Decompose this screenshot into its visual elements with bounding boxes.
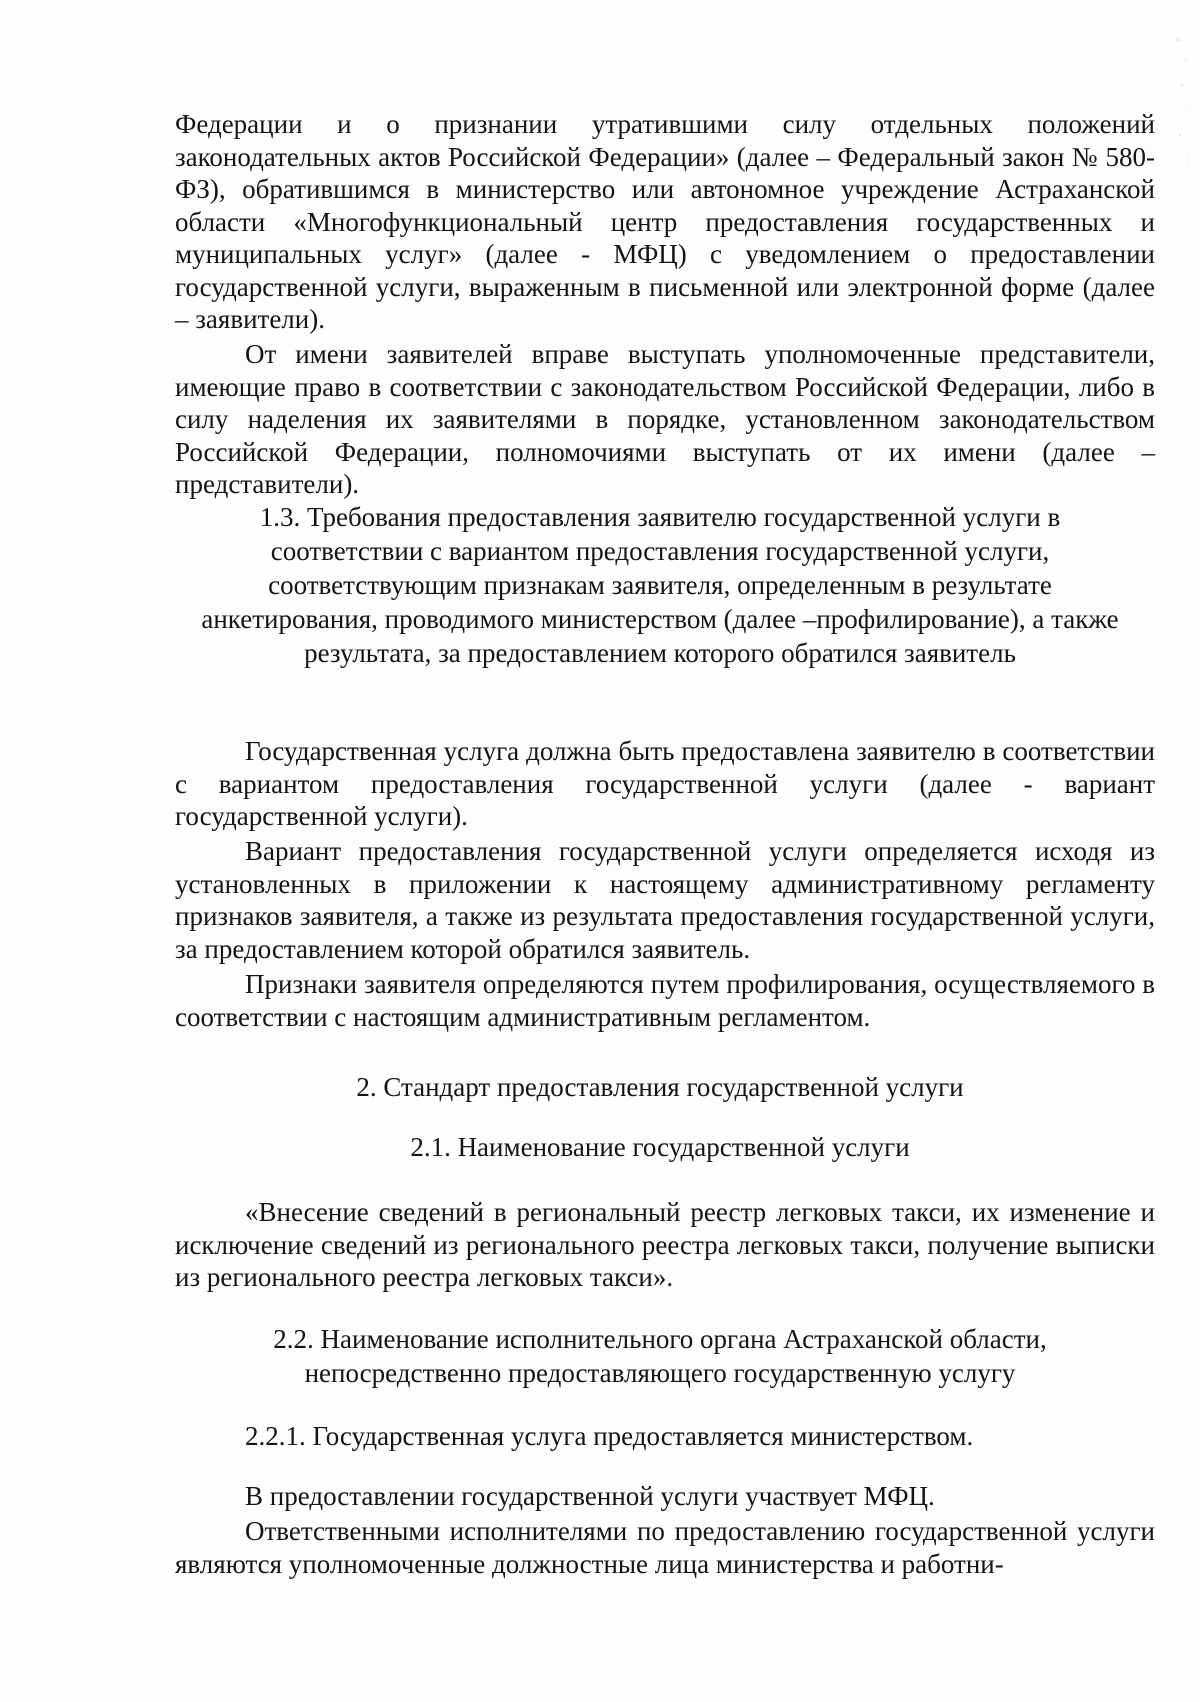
heading-line: соответствующим признакам заявителя, определенным в результате <box>268 570 1052 600</box>
paragraph-responsible: Ответственными исполнителями по предоставлению государственной услуги являются уполномоченные должностные лица министерства и работни- <box>175 1516 1155 1579</box>
paragraph-representatives: От имени заявителей вправе выступать уполномоченные представители, имеющие право в соответствии с законодательством Российской Федерации, либо в силу наделения их заявителями в порядке, установленном законодательством Российской Федерации, полномочиями выступать от их имени (далее – представители). <box>175 339 1155 499</box>
paragraph-mfc: В предоставлении государственной услуги участвует МФЦ. <box>245 1481 935 1511</box>
paragraph-intro: Федерации и о признании утратившими силу отдельных положений законодательных актов Российской Федерации» (далее – Федеральный закон № 580-ФЗ), обратившимся в министерство или автономное учреждение Астраханской области «Многофункциональный центр предоставления государственных и муниципальных услуг» (далее - МФЦ) с уведомлением о предоставлении государственной услуги, выраженным в письменной или электронной форме (далее – заявители). <box>175 109 1155 334</box>
paragraph-service-name: «Внесение сведений в региональный реестр легковых такси, их изменение и исключение сведений из регионального реестра легковых такси, получение выписки из регионального реестра легковых такси». <box>175 1197 1155 1292</box>
section-heading-2: 2. Стандарт предоставления государственной услуги <box>356 1072 964 1102</box>
section-heading-1-3 <box>160 500 1160 670</box>
heading-line: результата, за предоставлением которого обратился заявитель <box>304 638 1016 668</box>
heading-line: 1.3. Требования предоставления заявителю государственной услуги в <box>259 502 1061 532</box>
heading-line: непосредственно предоставляющего государственную услугу <box>304 1358 1016 1388</box>
paragraph-variant-1: Государственная услуга должна быть предоставлена заявителю в соответствии с вариантом предоставления государственной услуги (далее - вариант государственной услуги). <box>175 736 1155 831</box>
paragraph-2-2-1: 2.2.1. Государственная услуга предоставляется министерством. <box>245 1421 974 1451</box>
paragraph-variant-3: Признаки заявителя определяются путем профилирования, осуществляемого в соответствии с настоящим административным регламентом. <box>175 969 1155 1032</box>
heading-line: 2.2. Наименование исполнительного органа Астраханской области, <box>273 1324 1047 1354</box>
paragraph-variant-2: Вариант предоставления государственной услуги определяется исходя из установленных в приложении к настоящему административному регламенту признаков заявителя, а также из результата предоставления государственной услуги, за предоставлением которой обратился заявитель. <box>175 836 1155 964</box>
heading-line: анкетирования, проводимого министерством (далее –профилирование), а также <box>201 604 1119 634</box>
heading-line: соответствии с вариантом предоставления государственной услуги, <box>270 536 1050 566</box>
section-heading-2-2 <box>160 1322 1160 1390</box>
scan-noise <box>1174 30 1194 190</box>
section-heading-2-1: 2.1. Наименование государственной услуги <box>410 1132 910 1162</box>
